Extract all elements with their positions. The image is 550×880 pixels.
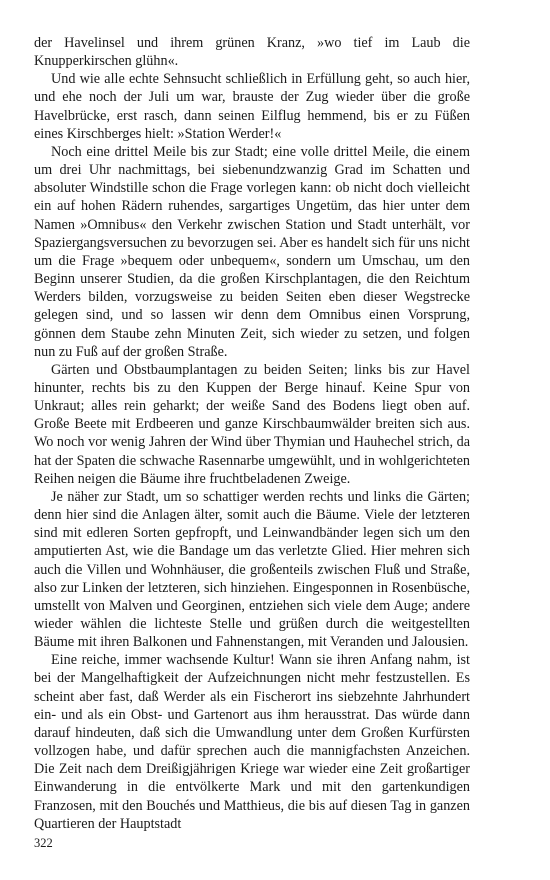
paragraph: Gärten und Obstbaumplantagen zu beiden Seiten; links bis zur Havel hinunter, rechts bis zu den Kuppen der Berge hinauf. Keine Spur von Unkraut; alles rein geharkt; der weiße Sand des Bodens liegt oben auf. Große Beete mit Erdbeeren und ganze Kirschbaumwälder breiten sich aus. Wo noch vor wenig Jahren der Wind über Thymian und Hauhechel strich, da hat der Spaten die schwache Rasennarbe umgewühlt, und in wohlgerichteten Reihen neigen die Bäume ihre fruchtbeladenen Zweige. bbox=[34, 361, 470, 487]
paragraph: Noch eine drittel Meile bis zur Stadt; eine volle drittel Meile, die einem um drei Uhr nachmittags, bei siebenundzwanzig Grad im Schatten und absoluter Windstille schon die Frage vorlegen kann: ob nicht doch vielleicht ein auf hohen Rädern ruhendes, sargartiges Ungetüm, das hier unter dem Namen »Omnibus« den Verkehr zwischen Station und Stadt unterhält, vor Spaziergangsversuchen zu bevorzugen sei. Aber es handelt sich für uns nicht um die Frage »bequem oder unbequem«, sondern um Umschau, um den Beginn unserer Studien, da die großen Kirschplantagen, die den Reichtum Werders bilden, vorzugsweise zu beiden Seiten eben dieser Wegstrecke gelegen sind, und so lassen wir denn dem Omnibus einen Vorsprung, gönnen dem Staube zehn Minuten Zeit, sich wieder zu setzen, und folgen nun zu Fuß auf der großen Straße. bbox=[34, 143, 470, 360]
paragraph: Eine reiche, immer wachsende Kultur! Wann sie ihren Anfang nahm, ist bei der Mangelhaftigkeit der Aufzeichnungen nicht mehr festzustellen. Es scheint aber fast, daß Werder als ein Fischerort ins siebzehnte Jahrhundert ein- und als ein Obst- und Gartenort aus ihm herausstrat. Das würde dann darauf hindeuten, daß sich die Umwandlung unter dem Großen Kurfürsten vollzogen habe, und dafür sprechen auch die mannigfachsten Anzeichen. Die Zeit nach dem Dreißigjährigen Kriege war wieder eine Zeit großartiger Einwanderung in die entvölkerte Mark und mit den gartenkundigen Franzosen, mit den Bouchés und Matthieus, die bis auf diesen Tag in ganzen Quartieren der Hauptstadt bbox=[34, 652, 470, 832]
page-number: 322 bbox=[34, 836, 53, 850]
paragraph: Je näher zur Stadt, um so schattiger werden rechts und links die Gärten; denn hier sind die Anlagen älter, somit auch die Bäume. Viele der letzteren sind mit edleren Sorten gepfropft, und Leinwandbänder legen sich um den amputierten Ast, wie die Bandage um das verletzte Glied. Hier mehren sich auch die Villen und Wohnhäuser, die großenteils zwischen Fluß und Straße, also zur Linken der letzteren, sich hinziehen. Eingesponnen in Rosenbüsche, umstellt von Malven und Georginen, entziehen sich viele dem Auge; andere wieder wählen die lichteste Stelle und grüßen durch die weitgestellten Bäume mit ihren Balkonen und Fahnenstangen, mit Veranden und Jalousien. bbox=[34, 488, 470, 651]
page-body bbox=[34, 34, 470, 833]
paragraph-continuation: der Havelinsel und ihrem grünen Kranz, »wo tief im Laub die Knupperkirschen glühn«. bbox=[34, 35, 470, 70]
paragraph: Und wie alle echte Sehnsucht schließlich in Erfüllung geht, so auch hier, und ehe noch der Juli um war, brauste der Zug wieder über die große Havelbrücke, erst rasch, dann seinen Eilflug hemmend, bis er zu Füßen eines Kirschberges hielt: »Station Werder!« bbox=[34, 71, 470, 142]
